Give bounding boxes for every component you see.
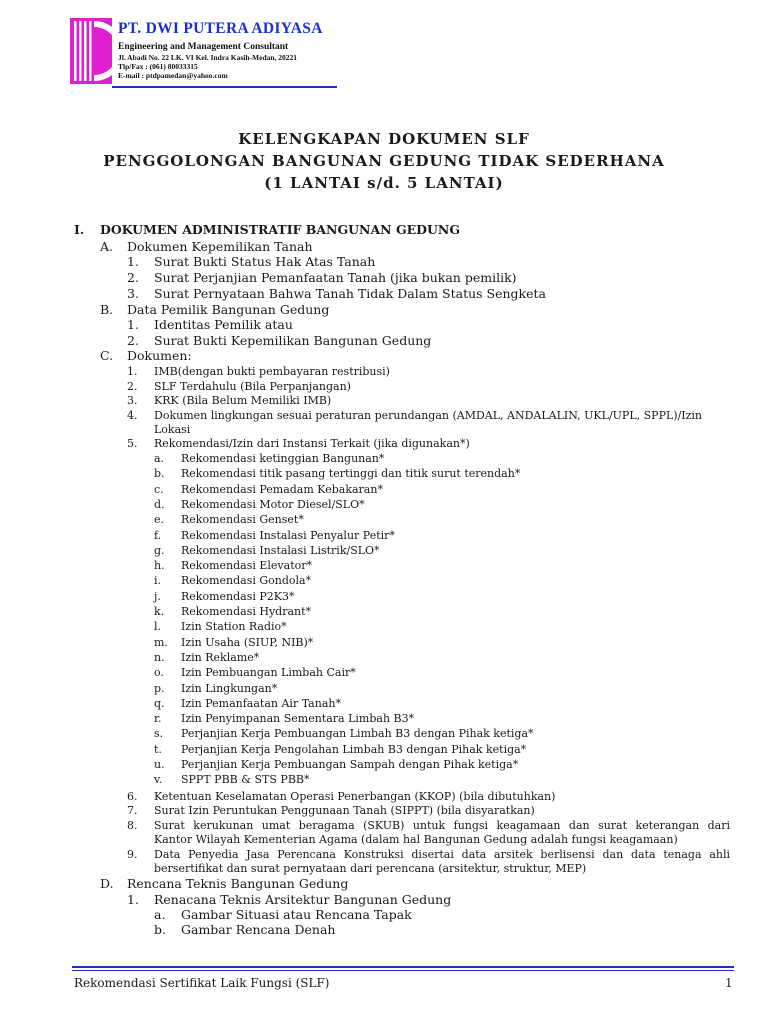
doc-title-line2: PENGGOLONGAN BANGUNAN GEDUNG TIDAK SEDERHANA xyxy=(103,152,665,170)
list-item-wrap xyxy=(154,847,730,862)
list-item: SPPT PBB & STS PBB* xyxy=(181,773,310,786)
company-email: E-mail : ptdpamedan@yahoo.com xyxy=(118,71,228,80)
list-item-letter: k. xyxy=(154,605,165,618)
list-item-number: 2. xyxy=(127,333,139,348)
list-item-number: 4. xyxy=(127,409,138,422)
list-item-number: 9. xyxy=(127,848,138,861)
list-item: Dokumen lingkungan sesuai peraturan perundangan (AMDAL, ANDALALIN, UKL/UPL, SPPL)/Izin xyxy=(154,409,703,422)
list-item-letter: o. xyxy=(154,666,164,679)
list-item: Rekomendasi Motor Diesel/SLO* xyxy=(181,498,365,511)
list-item-letter: b. xyxy=(154,467,165,480)
list-item: Surat Izin Peruntukan Penggunaan Tanah (SIPPT) (bila disyaratkan) xyxy=(154,804,535,817)
list-item: Identitas Pemilik atau xyxy=(154,317,293,332)
list-item-letter: l. xyxy=(154,620,162,633)
list-item: IMB(dengan bukti pembayaran restribusi) xyxy=(154,365,390,378)
list-item-letter: f. xyxy=(154,529,162,542)
subsection-marker: A. xyxy=(100,239,114,254)
list-item: Surat Perjanjian Pemanfaatan Tanah (jika bukan pemilik) xyxy=(154,270,517,285)
list-item-number: 5. xyxy=(127,437,138,450)
list-item-continuation: bersertifikat dan surat pernyataan dari perencana (arsitektur, struktur, MEP) xyxy=(154,862,587,875)
list-item: Rekomendasi titik pasang tertinggi dan titik surut terendah* xyxy=(181,467,521,480)
section-marker: I. xyxy=(74,222,85,237)
list-item: SLF Terdahulu (Bila Perpanjangan) xyxy=(154,380,351,393)
footer-title: Rekomendasi Sertifikat Laik Fungsi (SLF) xyxy=(74,976,330,990)
list-item-letter: i. xyxy=(154,574,162,587)
list-item-letter: m. xyxy=(154,636,168,649)
list-item-letter: s. xyxy=(154,727,164,740)
list-item-letter: r. xyxy=(154,712,162,725)
company-tagline: Engineering and Management Consultant xyxy=(118,42,289,52)
list-item: Surat kerukunan umat beragama (SKUB) untuk fungsi keagamaan dan surat keterangan dari xyxy=(154,819,730,832)
list-item: Gambar Rencana Denah xyxy=(181,922,336,937)
header-divider xyxy=(112,86,337,88)
list-item-letter: n. xyxy=(154,651,165,664)
list-item-number: 1. xyxy=(127,254,139,269)
subsection-marker: C. xyxy=(100,348,114,363)
company-logo xyxy=(70,18,112,84)
list-item: Izin Penyimpanan Sementara Limbah B3* xyxy=(181,712,415,725)
list-item-number: 3. xyxy=(127,394,138,407)
list-item-letter: c. xyxy=(154,483,164,496)
subsection-label: Rencana Teknis Bangunan Gedung xyxy=(127,876,349,891)
list-item-letter: v. xyxy=(154,773,163,786)
list-item: Rekomendasi Hydrant* xyxy=(181,605,312,618)
list-item-number: 7. xyxy=(127,804,138,817)
list-item: Izin Reklame* xyxy=(181,651,260,664)
subsection-marker: B. xyxy=(100,302,114,317)
subsection-label: Dokumen: xyxy=(127,348,192,363)
list-item-letter: e. xyxy=(154,513,165,526)
list-item-wrap xyxy=(154,818,730,833)
list-item-continuation: Lokasi xyxy=(154,423,191,436)
list-item: Perjanjian Kerja Pembuangan Sampah dengan Pihak ketiga* xyxy=(181,758,519,771)
list-item-letter: a. xyxy=(154,907,166,922)
list-item-letter: u. xyxy=(154,758,165,771)
list-item-letter: g. xyxy=(154,544,165,557)
list-item: Izin Pembuangan Limbah Cair* xyxy=(181,666,356,679)
list-item: Rekomendasi Instalasi Penyalur Petir* xyxy=(181,529,395,542)
list-item: Perjanjian Kerja Pembuangan Limbah B3 dengan Pihak ketiga* xyxy=(181,727,534,740)
list-item: Rekomendasi Genset* xyxy=(181,513,304,526)
list-item: Izin Lingkungan* xyxy=(181,682,278,695)
list-item-number: 1. xyxy=(127,317,139,332)
list-item-letter: h. xyxy=(154,559,165,572)
list-item: Ketentuan Keselamatan Operasi Penerbangan (KKOP) (bila dibutuhkan) xyxy=(154,790,556,803)
footer-divider xyxy=(72,966,734,968)
list-item: Izin Station Radio* xyxy=(181,620,287,633)
list-item-number: 1. xyxy=(127,892,139,907)
footer-divider-thin xyxy=(72,970,734,971)
list-item-letter: d. xyxy=(154,498,165,511)
list-item: Rekomendasi/Izin dari Instansi Terkait (jika digunakan*) xyxy=(154,437,470,450)
section-heading: DOKUMEN ADMINISTRATIF BANGUNAN GEDUNG xyxy=(100,222,461,237)
list-item: Surat Bukti Kepemilikan Bangunan Gedung xyxy=(154,333,432,348)
list-item-number: 1. xyxy=(127,365,138,378)
doc-title-line3: (1 LANTAI s/d. 5 LANTAI) xyxy=(264,174,504,192)
list-item: Rekomendasi Instalasi Listrik/SLO* xyxy=(181,544,380,557)
subsection-marker: D. xyxy=(100,876,114,891)
list-item-continuation: Kantor Wilayah Kementerian Agama (dalam hal Bangunan Gedung adalah fungsi keagamaan) xyxy=(154,833,678,846)
list-item: Rekomendasi P2K3* xyxy=(181,590,295,603)
list-item: KRK (Bila Belum Memiliki IMB) xyxy=(154,394,332,407)
list-item: Gambar Situasi atau Rencana Tapak xyxy=(181,907,412,922)
list-item: Rekomendasi Pemadam Kebakaran* xyxy=(181,483,383,496)
list-item-letter: p. xyxy=(154,682,165,695)
list-item: Rekomendasi ketinggian Bangunan* xyxy=(181,452,385,465)
list-item-letter: a. xyxy=(154,452,165,465)
list-item: Izin Pemanfaatan Air Tanah* xyxy=(181,697,341,710)
company-address: Jl. Abadi No. 22 LK. VI Kel. Indra Kasih-Medan, 20221 xyxy=(118,53,298,62)
list-item: Renacana Teknis Arsitektur Bangunan Gedung xyxy=(154,892,452,907)
list-item: Surat Bukti Status Hak Atas Tanah xyxy=(154,254,376,269)
doc-title-line1: KELENGKAPAN DOKUMEN SLF xyxy=(238,130,530,148)
subsection-label: Data Pemilik Bangunan Gedung xyxy=(127,302,330,317)
list-item: Rekomendasi Elevator* xyxy=(181,559,312,572)
page-number: 1 xyxy=(725,976,733,990)
list-item-letter: t. xyxy=(154,743,162,756)
list-item-number: 8. xyxy=(127,819,138,832)
list-item-letter: b. xyxy=(154,922,166,937)
list-item: Surat Pernyataan Bahwa Tanah Tidak Dalam Status Sengketa xyxy=(154,286,546,301)
list-item-number: 2. xyxy=(127,270,139,285)
company-name: PT. DWI PUTERA ADIYASA xyxy=(118,20,323,37)
list-item: Izin Usaha (SIUP, NIB)* xyxy=(181,636,314,649)
company-phone: Tlp/Fax : (061) 80033315 xyxy=(118,62,198,71)
list-item-letter: q. xyxy=(154,697,165,710)
list-item: Data Penyedia Jasa Perencana Konstruksi disertai data arsitek berlisensi dan data tenaga ahli xyxy=(154,848,730,861)
list-item-number: 2. xyxy=(127,380,138,393)
subsection-label: Dokumen Kepemilikan Tanah xyxy=(127,239,313,254)
list-item: Rekomendasi Gondola* xyxy=(181,574,312,587)
list-item: Perjanjian Kerja Pengolahan Limbah B3 dengan Pihak ketiga* xyxy=(181,743,527,756)
list-item-number: 3. xyxy=(127,286,139,301)
list-item-number: 6. xyxy=(127,790,138,803)
list-item-letter: j. xyxy=(154,590,161,603)
